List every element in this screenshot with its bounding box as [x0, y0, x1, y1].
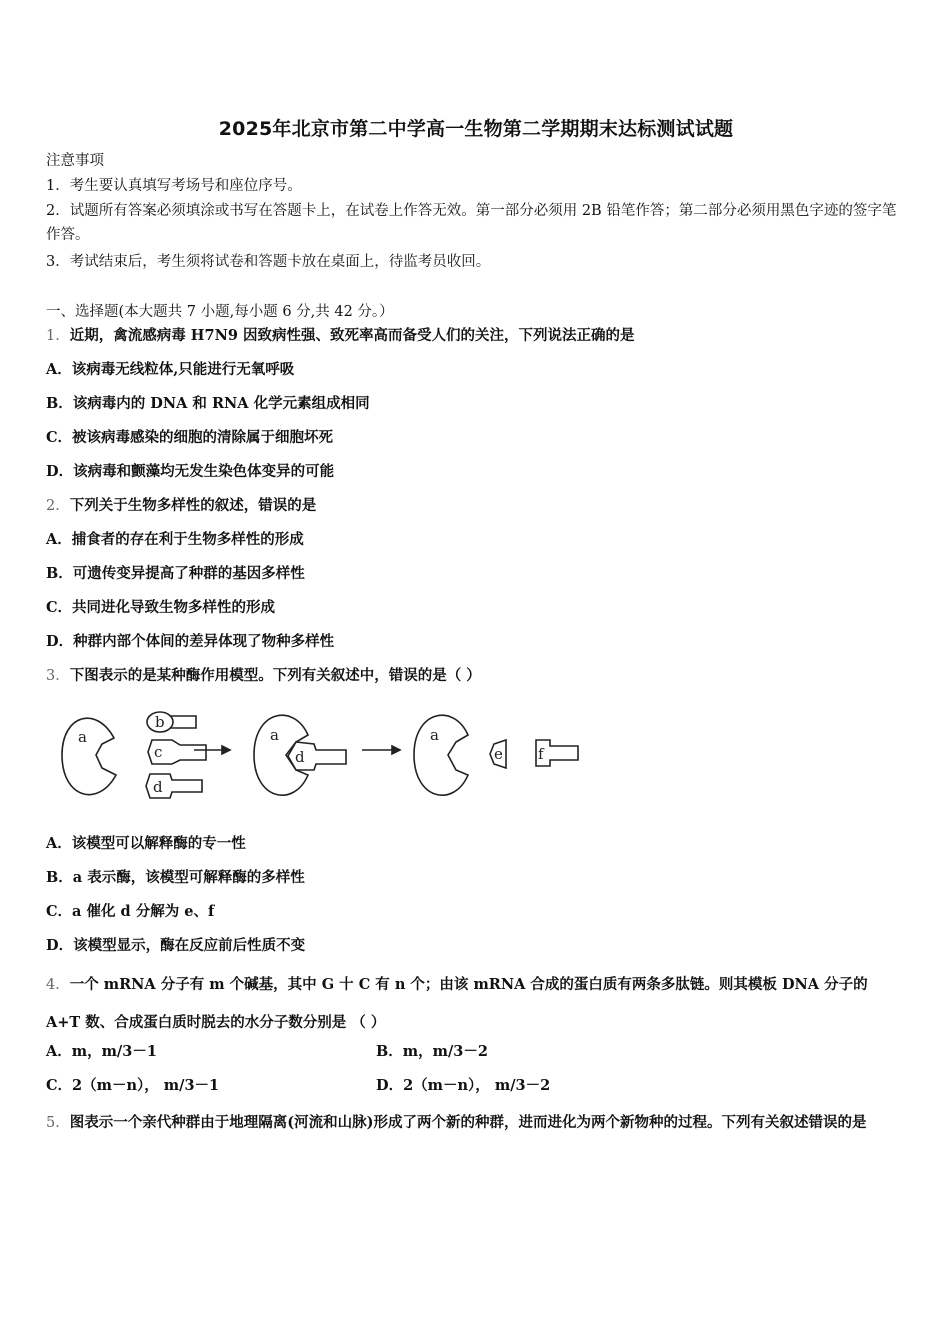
q2-option-c: C．共同进化导致生物多样性的形成: [46, 599, 276, 616]
label-c: c: [154, 743, 163, 761]
q4-option-a: A．m，m/3－1: [46, 1043, 157, 1060]
q2-option-d: D．种群内部个体间的差异体现了物种多样性: [46, 633, 335, 650]
question-2: [46, 496, 316, 516]
question-3: [46, 666, 481, 686]
question-number: 2．: [46, 498, 70, 514]
notice-item-3: 3．考试结束后，考生须将试卷和答题卡放在桌面上，待监考员收回。: [46, 254, 491, 270]
notice-item-1: 1．考生要认真填写考场号和座位序号。: [46, 178, 302, 194]
question-number: 5．: [46, 1115, 70, 1131]
q1-option-b: B．该病毒内的 DNA 和 RNA 化学元素组成相同: [46, 395, 370, 412]
q4-option-b: B．m，m/3－2: [376, 1043, 488, 1060]
section-heading: 一、选择题(本大题共 7 小题,每小题 6 分,共 42 分。）: [46, 304, 394, 320]
question-number: 1．: [46, 328, 70, 344]
q4-option-c: C．2（m－n）， m/3－1: [46, 1077, 220, 1094]
question-stem: 下图表示的是某种酶作用模型。下列有关叙述中，错误的是（ ）: [69, 667, 481, 684]
question-1: [46, 326, 634, 346]
notice-heading: 注意事项: [46, 153, 104, 169]
question-5: [46, 1104, 906, 1142]
enzyme-a-product-shape: [414, 715, 468, 795]
question-stem: 一个 mRNA 分子有 m 个碱基，其中 G 十 C 有 n 个；由该 mRNA 合成的蛋白质有两条多肽链。则其模板 DNA 分子的 A+T 数、合成蛋白质时脱去的水分子数分别是 （ ）: [46, 976, 868, 1031]
question-number: 4．: [46, 977, 70, 993]
enzyme-a-shape: [62, 718, 116, 794]
label-a: a: [270, 726, 279, 744]
enzyme-model-figure: [56, 700, 596, 810]
q3-option-c: C．a 催化 d 分解为 e、f: [46, 903, 215, 920]
q2-option-a: A．捕食者的存在利于生物多样性的形成: [46, 531, 304, 548]
label-b: b: [155, 713, 165, 731]
q4-option-d: D．2（m－n）， m/3－2: [376, 1077, 551, 1094]
label-a: a: [430, 726, 439, 744]
label-a: a: [78, 728, 87, 746]
q3-option-d: D．该模型显示，酶在反应前后性质不变: [46, 937, 306, 954]
q1-option-a: A．该病毒无线粒体,只能进行无氧呼吸: [46, 361, 295, 378]
question-stem: 近期，禽流感病毒 H7N9 因致病性强、致死率高而备受人们的关注，下列说法正确的是: [69, 327, 635, 344]
label-f: f: [538, 745, 544, 763]
label-d: d: [295, 748, 305, 766]
question-stem: 图表示一个亲代种群由于地理隔离(河流和山脉)形成了两个新的种群，进而进化为两个新物种的过程。下列有关叙述错误的是: [69, 1114, 867, 1131]
label-e: e: [494, 745, 503, 763]
q1-option-d: D．该病毒和颤藻均无发生染色体变异的可能: [46, 463, 335, 480]
question-4: [46, 966, 906, 1042]
q1-option-c: C．被该病毒感染的细胞的清除属于细胞坏死: [46, 429, 334, 446]
page-title: 2025年北京市第二中学高一生物第二学期期末达标测试试题: [218, 118, 734, 140]
label-d: d: [153, 778, 163, 796]
q2-option-b: B．可遗传变异提高了种群的基因多样性: [46, 565, 305, 582]
q3-option-b: B．a 表示酶，该模型可解释酶的多样性: [46, 869, 305, 886]
question-number: 3．: [46, 668, 70, 684]
notice-item-2: 2．试题所有答案必须填涂或书写在答题卡上，在试卷上作答无效。第一部分必须用 2B 铅笔作答；第二部分必须用黑色字迹的签字笔作答。: [46, 203, 897, 243]
question-stem: 下列关于生物多样性的叙述，错误的是: [69, 497, 317, 514]
q3-option-a: A．该模型可以解释酶的专一性: [46, 835, 246, 852]
